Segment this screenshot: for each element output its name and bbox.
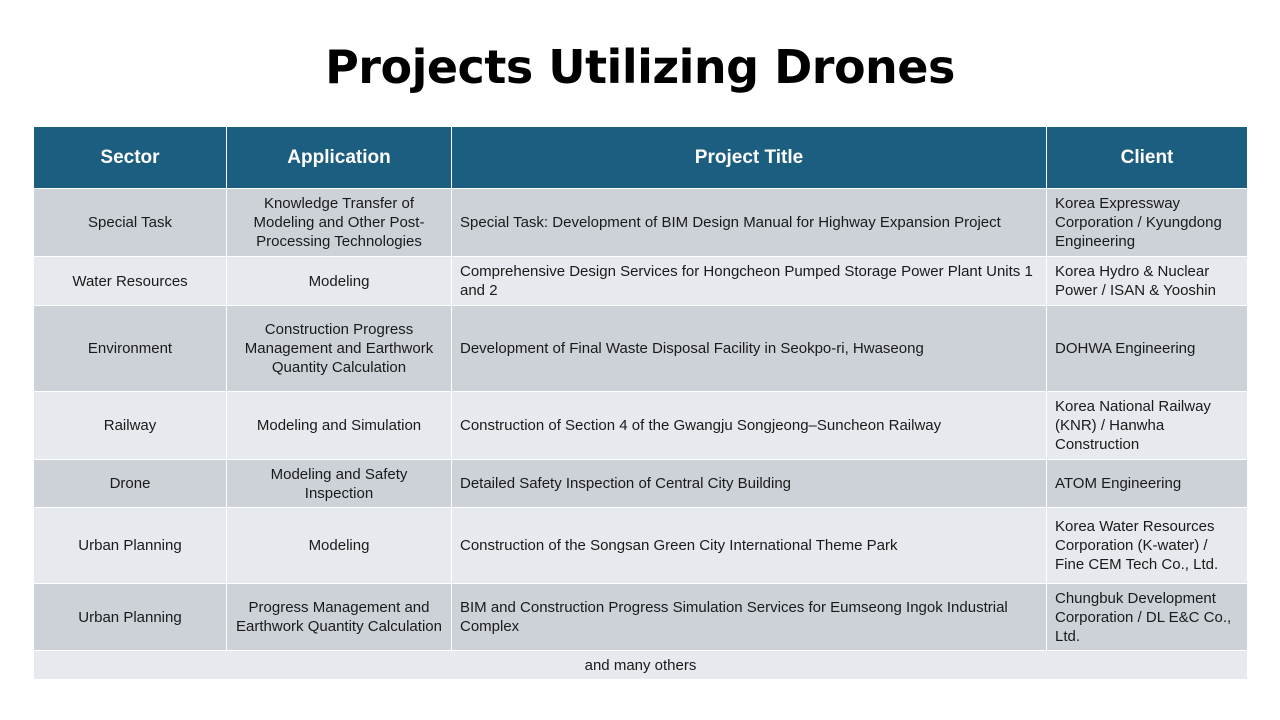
cell-project-title: Detailed Safety Inspection of Central City Building bbox=[452, 460, 1047, 508]
cell-sector: Urban Planning bbox=[34, 508, 227, 584]
table-header-row bbox=[34, 127, 1248, 189]
table-row bbox=[34, 508, 1248, 584]
table-footer-row bbox=[34, 651, 1248, 680]
cell-client: ATOM Engineering bbox=[1047, 460, 1248, 508]
cell-client: Chungbuk Development Corporation / DL E&C Co., Ltd. bbox=[1047, 584, 1248, 651]
cell-application: Modeling and Simulation bbox=[227, 392, 452, 460]
cell-sector: Special Task bbox=[34, 189, 227, 257]
cell-project-title: BIM and Construction Progress Simulation Services for Eumseong Ingok Industrial Complex bbox=[452, 584, 1047, 651]
cell-project-title: Comprehensive Design Services for Hongcheon Pumped Storage Power Plant Units 1 and 2 bbox=[452, 257, 1047, 306]
cell-sector: Environment bbox=[34, 306, 227, 392]
cell-client: Korea Expressway Corporation / Kyungdong Engineering bbox=[1047, 189, 1248, 257]
table-row bbox=[34, 306, 1248, 392]
cell-project-title: Construction of the Songsan Green City International Theme Park bbox=[452, 508, 1047, 584]
cell-application: Progress Management and Earthwork Quantity Calculation bbox=[227, 584, 452, 651]
cell-sector: Urban Planning bbox=[34, 584, 227, 651]
table-row bbox=[34, 392, 1248, 460]
table-row bbox=[34, 189, 1248, 257]
table-row bbox=[34, 460, 1248, 508]
header-client: Client bbox=[1047, 127, 1248, 189]
cell-application: Modeling bbox=[227, 508, 452, 584]
cell-project-title: Special Task: Development of BIM Design Manual for Highway Expansion Project bbox=[452, 189, 1047, 257]
cell-application: Modeling bbox=[227, 257, 452, 306]
slide-title: Projects Utilizing Drones bbox=[325, 40, 955, 94]
header-project-title: Project Title bbox=[452, 127, 1047, 189]
cell-client: DOHWA Engineering bbox=[1047, 306, 1248, 392]
cell-application: Construction Progress Management and Earthwork Quantity Calculation bbox=[227, 306, 452, 392]
table-row bbox=[34, 584, 1248, 651]
cell-client: Korea Hydro & Nuclear Power / ISAN & Yooshin bbox=[1047, 257, 1248, 306]
cell-sector: Drone bbox=[34, 460, 227, 508]
cell-sector: Water Resources bbox=[34, 257, 227, 306]
cell-client: Korea Water Resources Corporation (K-water) / Fine CEM Tech Co., Ltd. bbox=[1047, 508, 1248, 584]
cell-sector: Railway bbox=[34, 392, 227, 460]
cell-project-title: Development of Final Waste Disposal Facility in Seokpo-ri, Hwaseong bbox=[452, 306, 1047, 392]
table-row bbox=[34, 257, 1248, 306]
header-sector: Sector bbox=[34, 127, 227, 189]
header-application: Application bbox=[227, 127, 452, 189]
cell-project-title: Construction of Section 4 of the Gwangju Songjeong–Suncheon Railway bbox=[452, 392, 1047, 460]
projects-table bbox=[33, 126, 1248, 680]
footer-note: and many others bbox=[34, 651, 1248, 680]
cell-application: Knowledge Transfer of Modeling and Other Post-Processing Technologies bbox=[227, 189, 452, 257]
cell-client: Korea National Railway (KNR) / Hanwha Construction bbox=[1047, 392, 1248, 460]
cell-application: Modeling and Safety Inspection bbox=[227, 460, 452, 508]
